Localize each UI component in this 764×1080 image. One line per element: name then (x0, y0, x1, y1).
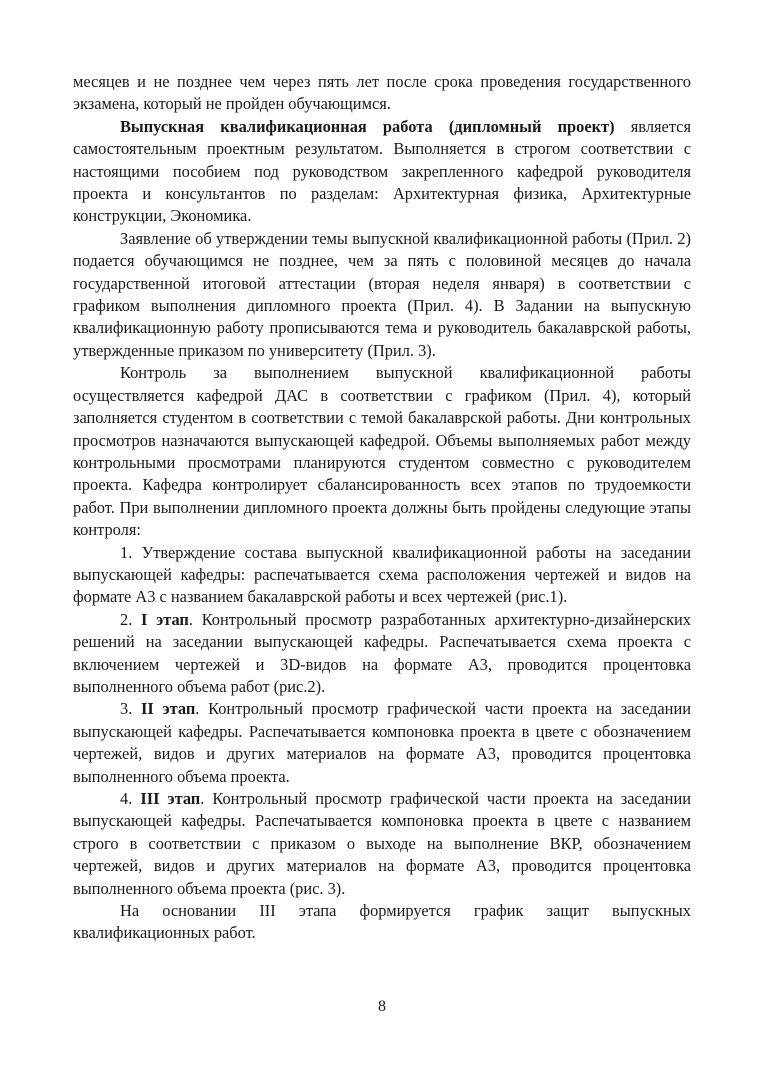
paragraph-text: Контроль за выполнением выпускной квалификационной работы осуществляется кафедрой ДАС в соответствии с графиком (Прил. 4), который заполняется студентом в соответствии с темой бакалаврской работы. Дни контрольных просмотров назначаются выпускающей кафедрой. Объемы выполняемых работ между контрольными просмотрами планируются студентом совместно с руководителем проекта. Кафедра контролирует сбалансированность всех этапов по трудоемкости работ. При выполнении дипломного проекта должны быть пройдены следующие этапы контроля: (73, 363, 691, 540)
list-item-number: 4. (120, 789, 141, 808)
paragraph-text: На основании III этапа формируется график защит выпускных квалификационных работ. (73, 901, 691, 943)
paragraph-bold-lead: Выпускная квалификационная работа (дипломный проект) (120, 116, 615, 136)
stage-label: III этап (140, 789, 201, 808)
paragraph-control (73, 362, 691, 541)
paragraph-text: является самостоятельным проектным результатом. Выполняется в строгом соответствии с настоящими пособием под руководством закрепленного кафедрой руководителя проекта и консультантов по разделам: Архитектурная физика, Архитектурные конструкции, Экономика. (73, 116, 691, 226)
paragraph-text: . Контрольный просмотр графической части проекта на заседании выпускающей кафедры. Распечатывается компоновка проекта в цвете с названием строго в соответствии с приказом о выходе на выполнение ВКР, обозначением чертежей, видов и других материалов на формате А3, проводится процентовка выполненного объема проекта (рис. 3). (73, 789, 691, 898)
page-body (73, 71, 691, 945)
paragraph-topic-application (73, 228, 691, 362)
list-item-number: 2. (120, 609, 142, 629)
list-item-3 (73, 698, 691, 788)
stage-label: I этап (141, 609, 189, 629)
page-number: 8 (378, 998, 386, 1015)
list-item-2 (73, 609, 691, 699)
paragraph-schedule (73, 900, 691, 945)
paragraph-text: . Контрольный просмотр графической части проекта на заседании выпускающей кафедры. Распечатывается компоновка проекта в цвете с обозначением чертежей, видов и других материалов на формате А3, проводится процентовка выполненного объема проекта. (73, 699, 691, 786)
list-item-4 (73, 788, 691, 900)
paragraph-continuation (73, 71, 691, 116)
paragraph-text: месяцев и не позднее чем через пять лет после срока проведения государственного экзамена, который не пройден обучающимся. (73, 72, 691, 114)
list-item-1 (73, 542, 691, 609)
paragraph-thesis-definition (73, 116, 691, 228)
stage-label: II этап (141, 699, 196, 719)
paragraph-text: Заявление об утверждении темы выпускной квалификационной работы (Прил. 2) подается обучающимся не позднее, чем за пять с половиной месяцев до начала государственной итоговой аттестации (вторая неделя января) в соответствии с графиком выполнения дипломного проекта (Прил. 4). В Задании на выпускную квалификационную работу прописываются тема и руководитель бакалаврской работы, утвержденные приказом по университету (Прил. 3). (73, 228, 691, 360)
list-item-number: 3. (120, 699, 142, 719)
paragraph-text: . Контрольный просмотр разработанных архитектурно-дизайнерских решений на заседании выпускающей кафедры. Распечатывается схема проекта с включением чертежей и 3D-видов на формате А3, проводится процентовка выполненного объема работ (рис.2). (73, 609, 692, 696)
paragraph-text: 1. Утверждение состава выпускной квалификационной работы на заседании выпускающей кафедры: распечатывается схема расположения чертежей и видов на формате А3 с названием бакалаврской работы и всех чертежей (рис.1). (73, 542, 691, 607)
